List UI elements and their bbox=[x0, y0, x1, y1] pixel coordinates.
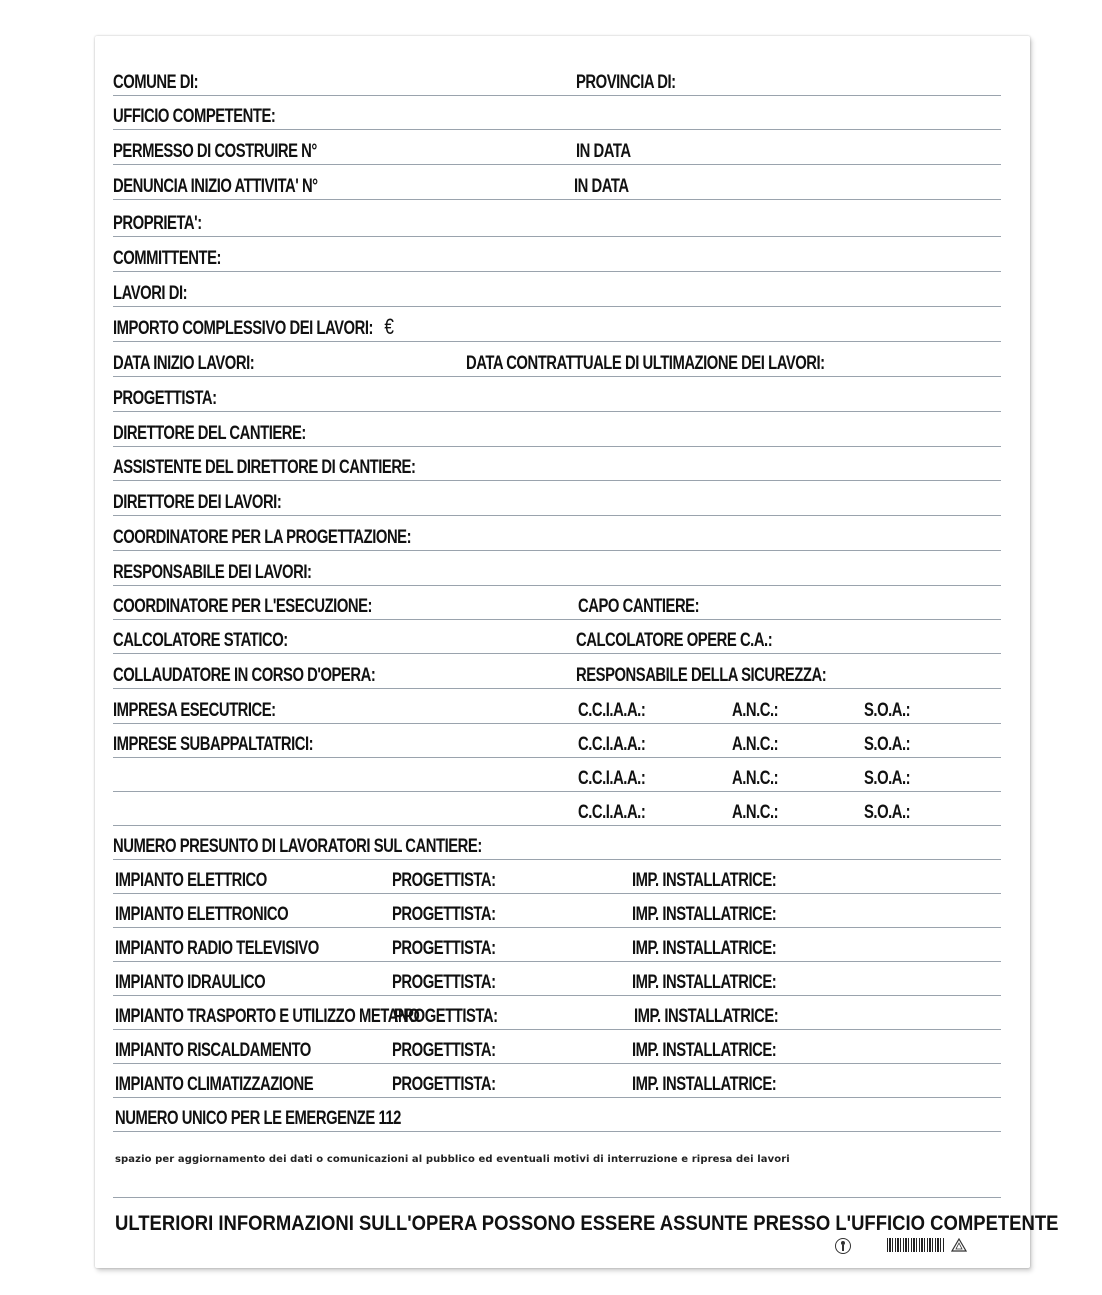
row-line bbox=[113, 199, 1001, 200]
field-label: IN DATA bbox=[574, 176, 629, 197]
field-label: IMP. INSTALLATRICE: bbox=[632, 870, 777, 891]
form-row bbox=[113, 586, 1001, 620]
field-label: PROGETTISTA: bbox=[392, 1040, 496, 1061]
row-line bbox=[113, 376, 1001, 377]
field-label: CALCOLATORE STATICO: bbox=[113, 630, 288, 651]
field-label: C.C.I.A.A.: bbox=[578, 768, 646, 789]
form-row bbox=[113, 894, 1001, 928]
row-line bbox=[113, 653, 1001, 654]
field-label: DIRETTORE DEI LAVORI: bbox=[113, 492, 282, 513]
form-row bbox=[113, 517, 1001, 551]
field-label: C.C.I.A.A.: bbox=[578, 734, 646, 755]
field-label: PROGETTISTA: bbox=[394, 1006, 498, 1027]
field-label: COORDINATORE PER LA PROGETTAZIONE: bbox=[113, 527, 412, 548]
form-row bbox=[113, 378, 1001, 412]
row-line bbox=[113, 411, 1001, 412]
field-label: IMPIANTO ELETTRICO bbox=[115, 870, 267, 891]
field-label: PROGETTISTA: bbox=[392, 938, 496, 959]
field-label: S.O.A.: bbox=[864, 802, 911, 823]
field-label: IMPORTO COMPLESSIVO DEI LAVORI: € bbox=[113, 314, 394, 339]
field-label: UFFICIO COMPETENTE: bbox=[113, 106, 276, 127]
field-label: RESPONSABILE DEI LAVORI: bbox=[113, 562, 312, 583]
field-label: IMP. INSTALLATRICE: bbox=[632, 904, 777, 925]
field-label: DIRETTORE DEL CANTIERE: bbox=[113, 423, 306, 444]
form-row bbox=[113, 482, 1001, 516]
form-row bbox=[113, 758, 1001, 792]
field-label: IMPIANTO RISCALDAMENTO bbox=[115, 1040, 311, 1061]
field-label: IMPIANTO RADIO TELEVISIVO bbox=[115, 938, 319, 959]
field-label: IMP. INSTALLATRICE: bbox=[632, 938, 777, 959]
form-row bbox=[113, 620, 1001, 654]
form-row bbox=[113, 1098, 1001, 1132]
field-label: IMPIANTO IDRAULICO bbox=[115, 972, 266, 993]
field-label: LAVORI DI: bbox=[113, 283, 188, 304]
field-label: A.N.C.: bbox=[732, 734, 779, 755]
field-label: DATA INIZIO LAVORI: bbox=[113, 353, 255, 374]
field-label: PERMESSO DI COSTRUIRE N° bbox=[113, 141, 317, 162]
field-label: S.O.A.: bbox=[864, 700, 911, 721]
form-row bbox=[113, 1064, 1001, 1098]
form-row bbox=[113, 273, 1001, 307]
field-label: IN DATA bbox=[576, 141, 631, 162]
field-label: CALCOLATORE OPERE C.A.: bbox=[576, 630, 773, 651]
form-row bbox=[113, 1030, 1001, 1064]
field-label: PROGETTISTA: bbox=[392, 972, 496, 993]
form-row bbox=[113, 62, 1001, 96]
form-row bbox=[113, 447, 1001, 481]
field-label: PROGETTISTA: bbox=[392, 904, 496, 925]
row-line bbox=[113, 480, 1001, 481]
field-label: DATA CONTRATTUALE DI ULTIMAZIONE DEI LAVORI: bbox=[466, 353, 825, 374]
row-line bbox=[113, 341, 1001, 342]
field-label: S.O.A.: bbox=[864, 768, 911, 789]
form-row bbox=[113, 343, 1001, 377]
field-label: PROPRIETA': bbox=[113, 213, 202, 234]
form-row bbox=[113, 96, 1001, 130]
field-label: C.C.I.A.A.: bbox=[578, 802, 646, 823]
field-label: PROVINCIA DI: bbox=[576, 72, 676, 93]
field-label: COMMITTENTE: bbox=[113, 248, 221, 269]
form-row bbox=[113, 860, 1001, 894]
form-row bbox=[113, 928, 1001, 962]
field-label: A.N.C.: bbox=[732, 802, 779, 823]
accessibility-icon bbox=[835, 1238, 851, 1254]
form-row bbox=[113, 413, 1001, 447]
form-row bbox=[113, 238, 1001, 272]
field-label: A.N.C.: bbox=[732, 768, 779, 789]
row-line bbox=[113, 129, 1001, 130]
form-row bbox=[113, 131, 1001, 165]
field-label: COMUNE DI: bbox=[113, 72, 199, 93]
field-label: IMP. INSTALLATRICE: bbox=[632, 972, 777, 993]
field-label: COORDINATORE PER L'ESECUZIONE: bbox=[113, 596, 373, 617]
form-row bbox=[113, 724, 1001, 758]
field-label: CAPO CANTIERE: bbox=[578, 596, 700, 617]
form-row bbox=[113, 203, 1001, 237]
field-label: IMPRESA ESECUTRICE: bbox=[113, 700, 276, 721]
form-row bbox=[113, 826, 1001, 860]
field-label: DENUNCIA INIZIO ATTIVITA' N° bbox=[113, 176, 318, 197]
field-label: IMPRESE SUBAPPALTATRICI: bbox=[113, 734, 314, 755]
field-label: PROGETTISTA: bbox=[113, 388, 217, 409]
euro-symbol: € bbox=[384, 314, 394, 339]
field-label: PROGETTISTA: bbox=[392, 870, 496, 891]
barcode-icon bbox=[887, 1238, 945, 1252]
field-label: IMPIANTO ELETTRONICO bbox=[115, 904, 289, 925]
row-line bbox=[113, 1131, 1001, 1132]
note-line bbox=[113, 1197, 1001, 1198]
field-label: RESPONSABILE DELLA SICUREZZA: bbox=[576, 665, 827, 686]
form-row bbox=[113, 996, 1001, 1030]
row-line bbox=[113, 515, 1001, 516]
recycle-icon bbox=[951, 1238, 967, 1252]
footer-notice: ULTERIORI INFORMAZIONI SULL'OPERA POSSONO ESSERE ASSUNTE PRESSO L'UFFICIO COMPETENTE bbox=[115, 1212, 1059, 1235]
row-line bbox=[113, 236, 1001, 237]
row-line bbox=[113, 688, 1001, 689]
field-label: NUMERO PRESUNTO DI LAVORATORI SUL CANTIERE: bbox=[113, 836, 482, 857]
footer-icons bbox=[835, 1238, 1005, 1260]
field-label: S.O.A.: bbox=[864, 734, 911, 755]
field-label: IMPIANTO CLIMATIZZAZIONE bbox=[115, 1074, 314, 1095]
form-row bbox=[113, 962, 1001, 996]
field-label: IMP. INSTALLATRICE: bbox=[632, 1040, 777, 1061]
field-label: COLLAUDATORE IN CORSO D'OPERA: bbox=[113, 665, 376, 686]
form-row bbox=[113, 690, 1001, 724]
field-label: PROGETTISTA: bbox=[392, 1074, 496, 1095]
form-row bbox=[113, 166, 1001, 200]
field-label: IMPIANTO TRASPORTO E UTILIZZO METANO bbox=[115, 1006, 420, 1027]
field-label: IMP. INSTALLATRICE: bbox=[634, 1006, 779, 1027]
field-label: IMP. INSTALLATRICE: bbox=[632, 1074, 777, 1095]
row-line bbox=[113, 550, 1001, 551]
form-row bbox=[113, 655, 1001, 689]
row-line bbox=[113, 306, 1001, 307]
field-label: ASSISTENTE DEL DIRETTORE DI CANTIERE: bbox=[113, 457, 416, 478]
form-row bbox=[113, 308, 1001, 342]
row-line bbox=[113, 164, 1001, 165]
row-line bbox=[113, 271, 1001, 272]
field-label: NUMERO UNICO PER LE EMERGENZE 112 bbox=[115, 1108, 401, 1129]
form-row bbox=[113, 552, 1001, 586]
field-label: A.N.C.: bbox=[732, 700, 779, 721]
form-row bbox=[113, 792, 1001, 826]
update-note: spazio per aggiornamento dei dati o comunicazioni al pubblico ed eventuali motivi di interruzione e ripresa dei lavori bbox=[115, 1154, 790, 1165]
field-label: C.C.I.A.A.: bbox=[578, 700, 646, 721]
